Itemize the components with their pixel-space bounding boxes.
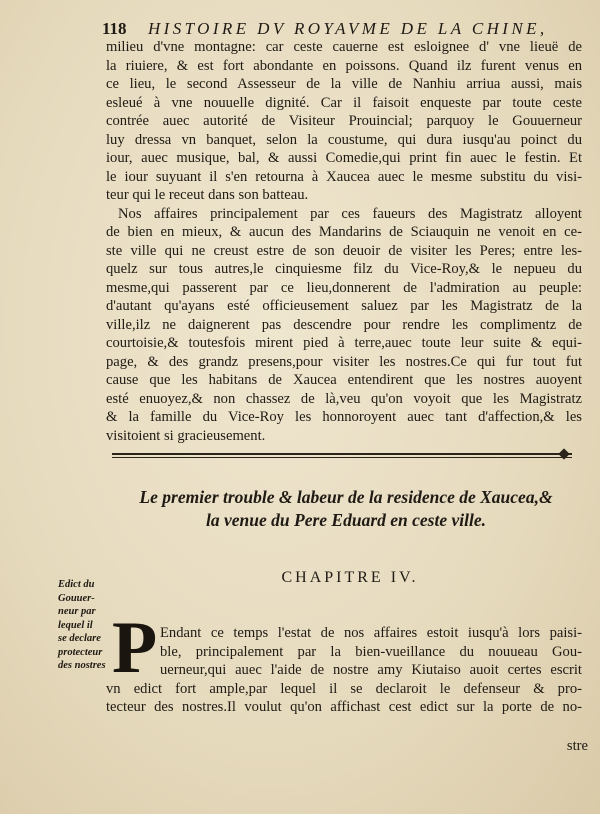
ornamental-rule xyxy=(112,448,572,462)
drop-cap: P xyxy=(112,607,158,689)
body-line: d'autant qu'ayans esté officieusement saluez par les Magistratz de la xyxy=(106,298,582,314)
margin-note-line: lequel il xyxy=(58,619,93,631)
margin-note-line: neur par xyxy=(58,606,96,617)
page-header xyxy=(102,18,588,40)
body-line: luy dressa vn banquet, selon la coustume, qui dura iusqu'au poinct du xyxy=(106,131,582,148)
rule-line xyxy=(112,457,572,458)
body-line: visitoient si gracieusement. xyxy=(106,427,266,444)
body-line: le iour suyuant il s'en retourna à Xaucea auec le mesme substitu du visi- xyxy=(106,168,582,185)
section-title xyxy=(106,486,586,532)
chapter-line: Endant ce temps l'estat de nos affaires estoit iusqu'à lors paisi- xyxy=(160,625,582,641)
body-line: & la famille du Vice-Roy les honnoroyent auec tant d'affection,& les xyxy=(106,409,582,425)
body-line: teur qui le receut dans son batteau. xyxy=(106,187,309,203)
section-title-line: la venue du Pere Eduard en ceste ville. xyxy=(206,510,486,530)
catchword: stre xyxy=(566,738,588,754)
chapter-heading: CHAPITRE IV. xyxy=(281,569,419,586)
margin-note-line: Gouuer- xyxy=(58,592,95,604)
chapter-line: ble, principalement par la bien-vueillance du nouueau Gou- xyxy=(160,643,582,660)
body-line: quelz sur tous autres,le cinquiesme filz du Vice-Roy,& le nepueu du xyxy=(106,261,582,277)
chapter-line: vn edict fort ample,par lequel il se declaroit le defenseur & pro- xyxy=(106,680,582,697)
body-line: esté enuoyez,& non chassez de là,veu qu'on voyoit que les Magistratz xyxy=(106,390,582,407)
body-line: courtoisie,& toutesfois mirent pied à terre,auec toute leur suite & equi- xyxy=(106,335,582,351)
margin-note-line: Edict du xyxy=(58,579,95,590)
body-line: cause que les habitans de Xaucea entendirent que les nostres auoyent xyxy=(106,372,582,388)
margin-note-line: se declare xyxy=(58,633,101,644)
body-line: ce lieu, le second Assesseur de la ville de Nanhiu arriua aussi, mais xyxy=(106,76,582,92)
body-line: page, & des grandz presens,pour visiter les nostres.Ce qui fur tout fut xyxy=(106,353,582,370)
body-line: de bien en mieux, & aucun des Mandarins de Sciauquin ne venoit en ce- xyxy=(106,224,582,240)
running-title: HISTOIRE DV ROYAVME DE LA CHINE, xyxy=(148,19,548,38)
body-line: milieu d'vne montagne: car ceste cauerne est esloignee d' vne lieuë de xyxy=(106,39,582,55)
body-line: Nos affaires principalement par ces faueurs des Magistratz alloyent xyxy=(118,205,582,222)
section-title-line: Le premier trouble & labeur de la residence de Xaucea,& xyxy=(139,487,553,507)
body-line: contrée auec autorité de Visiteur Prouincial; parquoy le Gouuerneur xyxy=(106,113,582,129)
page-number: 118 xyxy=(102,19,127,38)
chapter-line: tecteur des nostres.Il voulut qu'on affichast cest edict sur la porte de no- xyxy=(106,699,582,715)
body-line: esleué à vne nouuelle dignité. Car il faisoit enqueste par toute ceste xyxy=(106,94,582,111)
body-line: iour, auec musique, bal, & aussi Comedie,qui print fin auec le festin. Et xyxy=(106,150,582,166)
margin-note-line: des nostres xyxy=(58,660,106,671)
body-line: mesme,qui passerent par ce lieu,donnerent de l'admiration au peuple: xyxy=(106,279,582,296)
rule-line xyxy=(112,453,572,455)
body-line: la riuiere, & est fort abondante en poissons. Quand ilz furent venus en xyxy=(106,57,582,74)
chapter-line: uerneur,qui auec l'aide de nostre amy Kiutaiso auoit certes escrit xyxy=(160,662,582,678)
body-line: ville,ilz ne daignerent pas descendre pour rendre les complimentz de xyxy=(106,316,582,333)
body-line: ste ville qui ne creust estre de son deuoir de visiter les Peres; entre les- xyxy=(106,242,582,259)
margin-note-line: protecteur xyxy=(58,646,103,658)
body-text xyxy=(106,38,582,445)
chapter-text xyxy=(106,624,582,717)
